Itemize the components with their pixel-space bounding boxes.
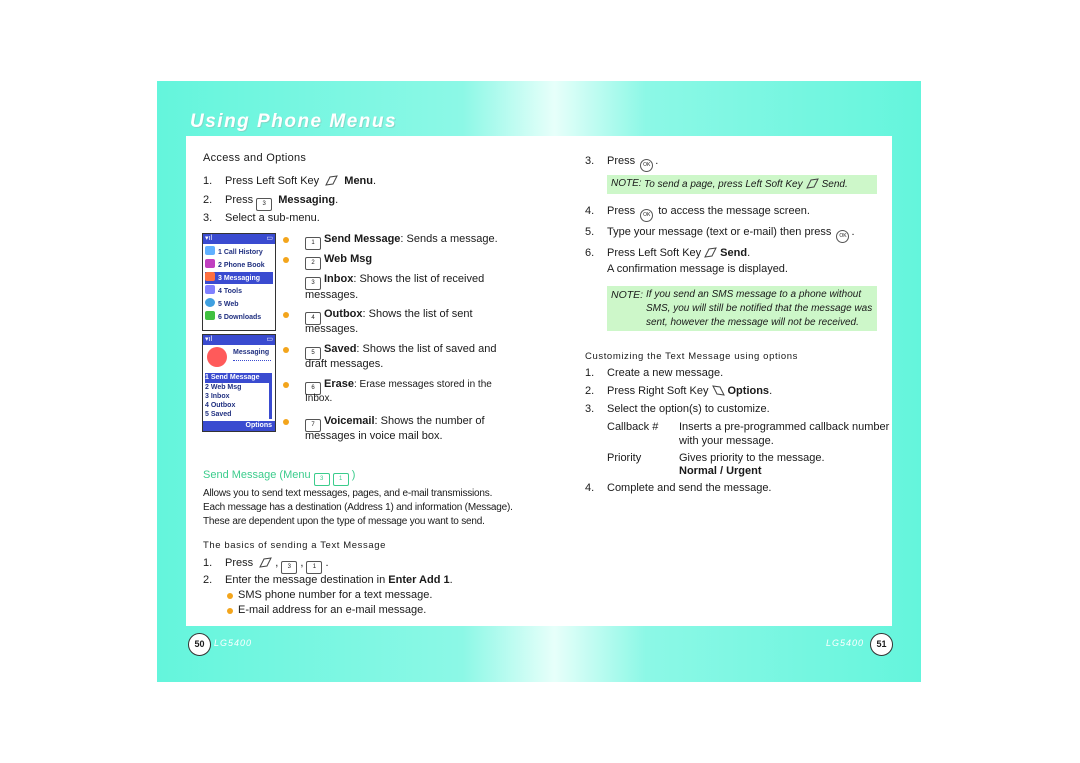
customizing-heading: Customizing the Text Message using options [585, 351, 799, 362]
submenu-web-msg: 2 Web Msg [305, 253, 372, 270]
step-number: 1. [585, 367, 595, 379]
screen-header: Messaging [233, 349, 270, 356]
key-1-icon: 1 [306, 561, 322, 574]
step-text: Press Left Soft Key [225, 175, 320, 187]
step-number: 4. [585, 205, 595, 217]
right-step-5: Type your message (text or e-mail) then press OK . [607, 226, 855, 243]
note-text: To send a page, press Left Soft Key Send. [644, 179, 848, 190]
bullet-icon [283, 419, 289, 425]
paragraph-line: These are dependent upon the type of message you want to send. [203, 516, 485, 527]
menu-item: 5 Web [205, 298, 239, 310]
submenu-send-message: 1 Send Message: Sends a message. [305, 233, 498, 250]
send-message-heading: Send Message (Menu 3 1 ) [203, 469, 355, 486]
submenu-saved: 5 Saved: Shows the list of saved and [305, 343, 496, 360]
step-number: 4. [585, 482, 595, 494]
submenu-voicemail-line2: messages in voice mail box. [305, 430, 443, 442]
submenu-inbox: 3 Inbox: Shows the list of received [305, 273, 484, 290]
bullet-icon [227, 593, 233, 599]
paragraph-line: Each message has a destination (Address 1) and information (Message). [203, 502, 513, 513]
step-bold: Menu [344, 175, 374, 187]
step-1: Press Left Soft Key Menu. [225, 175, 377, 187]
menu-item-selected: 1 Send Message [205, 373, 271, 383]
left-softkey-icon [325, 175, 338, 186]
messaging-illustration-icon [207, 347, 227, 367]
paragraph-line: Allows you to send text messages, pages, and e-mail transmissions. [203, 488, 493, 499]
submenu-outbox: 4 Outbox: Shows the list of sent [305, 308, 473, 325]
menu-item: 4 Outbox [205, 402, 236, 409]
bullet-icon [283, 347, 289, 353]
basics-step-2: Enter the message destination in Enter Add 1. [225, 574, 453, 586]
key-3-icon: 3 [256, 198, 272, 211]
menu-item: 3 Inbox [205, 393, 230, 400]
custom-step-4: Complete and send the message. [607, 482, 772, 494]
phone-screen-main-menu [202, 233, 276, 331]
step-number: 3. [203, 212, 213, 224]
divider [233, 360, 271, 364]
model-label-right: LG5400 [826, 638, 865, 648]
note-page: NOTE: To send a page, press Left Soft Key Send. [607, 175, 877, 194]
right-step-6: Press Left Soft Key Send. [607, 247, 751, 259]
step-number: 2. [203, 574, 213, 586]
basics-step-1: Press , 3 , 1 . [225, 557, 329, 574]
left-softkey-icon [704, 247, 717, 258]
step-number: 5. [585, 226, 595, 238]
status-bar: ▾ıl ▭ [205, 235, 273, 242]
step-number: 6. [585, 247, 595, 259]
step-number: 3. [585, 403, 595, 415]
bullet-icon [227, 608, 233, 614]
ok-key-icon: OK [836, 230, 849, 243]
bullet-icon [283, 312, 289, 318]
basics-heading: The basics of sending a Text Message [203, 540, 387, 551]
menu-item: 1 Call History [205, 246, 263, 258]
submenu-outbox-line2: messages. [305, 323, 359, 335]
menu-item: 2 Web Msg [205, 384, 242, 391]
softkey-bar [203, 421, 275, 431]
option-values: Normal / Urgent [679, 465, 762, 477]
ok-key-icon: OK [640, 159, 653, 172]
right-step-4: Press OK to access the message screen. [607, 205, 810, 222]
basics-bullet: SMS phone number for a text message. [238, 589, 433, 601]
menu-item: 4 Tools [205, 285, 242, 297]
bullet-icon [283, 237, 289, 243]
key-3-icon: 3 [281, 561, 297, 574]
submenu-inbox-line2: messages. [305, 289, 359, 301]
left-softkey-icon [259, 557, 272, 568]
custom-step-3: Select the option(s) to customize. [607, 403, 770, 415]
status-bar: ▾ıl ▭ [205, 336, 273, 343]
custom-step-1: Create a new message. [607, 367, 724, 379]
scrollbar [269, 373, 272, 419]
left-softkey-icon [806, 178, 819, 189]
step-3: Select a sub-menu. [225, 212, 320, 224]
right-step-6-line2: A confirmation message is displayed. [607, 263, 788, 275]
page-title: Using Phone Menus [190, 111, 398, 132]
menu-item: 6 Downloads [205, 311, 261, 323]
submenu-saved-line2: draft messages. [305, 358, 384, 370]
basics-bullet: E-mail address for an e-mail message. [238, 604, 427, 616]
step-number: 3. [585, 155, 595, 167]
option-desc-line2: with your message. [679, 435, 774, 447]
menu-item-selected: 3 Messaging [205, 272, 273, 284]
step-2: Press 3 Messaging. [225, 194, 338, 211]
menu-item: 2 Phone Book [205, 259, 265, 271]
step-number: 1. [203, 175, 213, 187]
custom-step-2: Press Right Soft Key Options. [607, 385, 773, 397]
option-name: Callback # [607, 421, 659, 433]
note-sms: NOTE: If you send an SMS message to a phone without SMS, you will still be notified that the message was sent, however the message will not be received. [607, 286, 877, 331]
bullet-icon [283, 382, 289, 388]
submenu-erase-line2: Inbox. [305, 393, 333, 404]
model-label-left: LG5400 [214, 638, 253, 648]
right-softkey-icon [712, 385, 725, 396]
ok-key-icon: OK [640, 209, 653, 222]
phone-screen-messaging [202, 334, 276, 432]
section-heading-access: Access and Options [203, 152, 307, 164]
page-number-right: 51 [870, 633, 893, 656]
submenu-erase: 6 Erase: Erase messages stored in the [305, 378, 492, 395]
right-step-3: Press OK . [607, 155, 658, 172]
option-desc: Gives priority to the message. [679, 452, 825, 464]
bullet-icon [283, 257, 289, 263]
step-number: 2. [585, 385, 595, 397]
option-desc: Inserts a pre-programmed callback number [679, 421, 890, 433]
submenu-voicemail: 7 Voicemail: Shows the number of [305, 415, 485, 432]
page-number-left: 50 [188, 633, 211, 656]
step-number: 2. [203, 194, 213, 206]
menu-item: 5 Saved [205, 411, 232, 418]
softkey-options-label: Options [245, 422, 272, 429]
option-name: Priority [607, 452, 642, 464]
step-number: 1. [203, 557, 213, 569]
